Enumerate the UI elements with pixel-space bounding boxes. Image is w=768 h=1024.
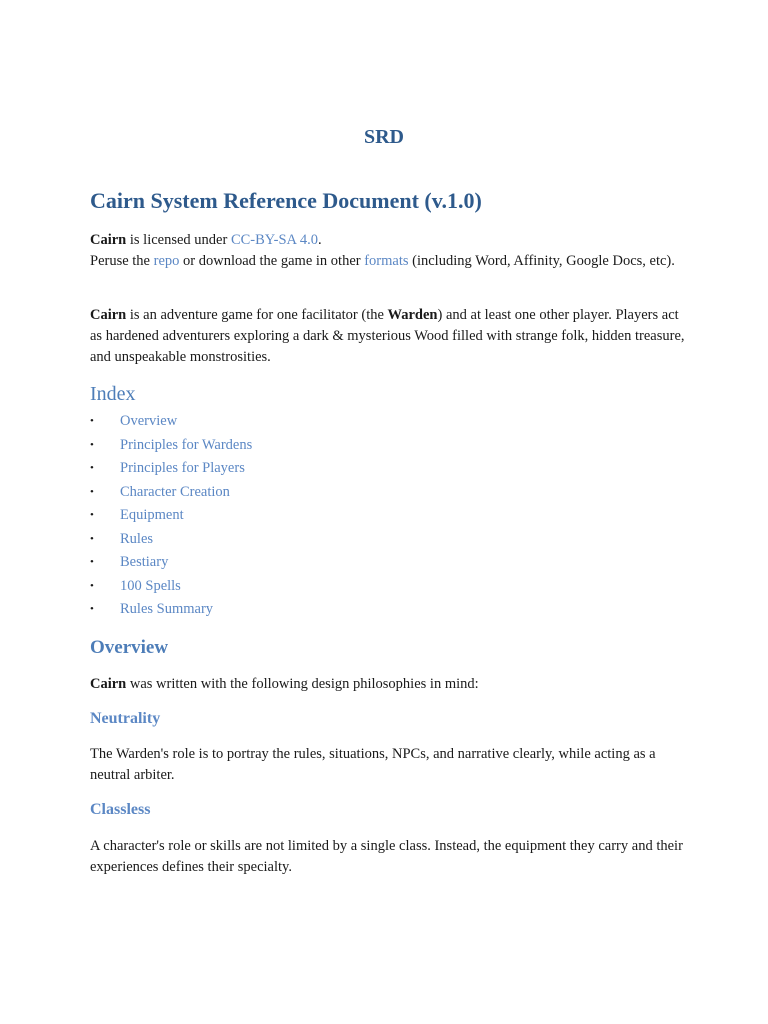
bullet-icon: •	[90, 556, 94, 568]
bullet-icon: •	[90, 579, 94, 592]
index-link-bestiary[interactable]: Bestiary	[120, 554, 169, 570]
bullet-icon: •	[90, 438, 94, 451]
classless-heading: Classless	[90, 801, 151, 818]
neutrality-heading: Neutrality	[90, 710, 161, 727]
intro-paragraph	[90, 305, 690, 368]
peruse-text-3: (including Word, Affinity, Google Docs, etc).	[408, 253, 675, 269]
index-item-rules-summary	[90, 598, 252, 622]
index-item-bestiary	[90, 551, 252, 575]
license-text-before: is licensed under	[126, 232, 231, 248]
index-item-rules	[90, 528, 252, 552]
index-item-principles-players	[90, 457, 252, 481]
peruse-text-2: or download the game in other	[179, 253, 365, 269]
index-item-overview	[90, 410, 252, 434]
bullet-icon: •	[90, 415, 94, 427]
index-link-rules[interactable]: Rules	[120, 530, 154, 547]
peruse-text-1: Peruse the	[90, 253, 154, 269]
index-item-principles-wardens	[90, 434, 252, 458]
index-link-principles-players[interactable]: Principles for Players	[120, 460, 245, 476]
overview-game-name: Cairn	[90, 676, 127, 692]
overview-paragraph	[90, 674, 690, 695]
intro-game-name: Cairn	[90, 307, 127, 323]
document-title: Cairn System Reference Document (v.1.0)	[90, 188, 482, 213]
bullet-icon: •	[90, 532, 94, 545]
formats-link[interactable]: formats	[364, 253, 409, 269]
license-text-after: .	[317, 232, 322, 248]
index-link-rules-summary[interactable]: Rules Summary	[120, 601, 214, 617]
srd-heading: SRD	[363, 126, 404, 148]
index-link-100-spells[interactable]: 100 Spells	[120, 577, 181, 594]
bullet-icon: •	[90, 462, 94, 474]
bullet-icon: •	[90, 509, 94, 521]
index-link-character-creation[interactable]: Character Creation	[120, 483, 230, 500]
bullet-icon: •	[90, 603, 94, 615]
index-list	[90, 410, 252, 622]
index-link-overview[interactable]: Overview	[120, 413, 178, 429]
intro-warden: Warden	[387, 307, 438, 323]
bullet-icon: •	[90, 485, 94, 498]
repo-link[interactable]: repo	[153, 253, 180, 269]
index-heading: Index	[90, 383, 136, 405]
license-link[interactable]: CC-BY-SA 4.0	[230, 232, 318, 248]
overview-text: was written with the following design philosophies in mind:	[126, 676, 479, 692]
license-paragraph	[90, 230, 690, 272]
license-game-name: Cairn	[90, 232, 127, 248]
index-item-equipment	[90, 504, 252, 528]
neutrality-paragraph: The Warden's role is to portray the rules, situations, NPCs, and narrative clearly, while acting as a neutral arbiter.	[90, 746, 656, 783]
index-item-character-creation	[90, 481, 252, 505]
index-item-100-spells	[90, 575, 252, 599]
overview-heading: Overview	[90, 637, 169, 658]
intro-text-1: is an adventure game for one facilitator (the	[126, 307, 388, 323]
classless-paragraph: A character's role or skills are not limited by a single class. Instead, the equipment they carry and their experiences defines their specialty.	[90, 838, 683, 875]
index-link-principles-wardens[interactable]: Principles for Wardens	[120, 436, 253, 453]
index-link-equipment[interactable]: Equipment	[120, 507, 184, 523]
intro-text-2: ) and at least one other player. Players act as hardened adventurers exploring a dark & mysterious Wood filled with strange folk, hidden treasure, and unspeakable monstrosities.	[90, 307, 685, 365]
